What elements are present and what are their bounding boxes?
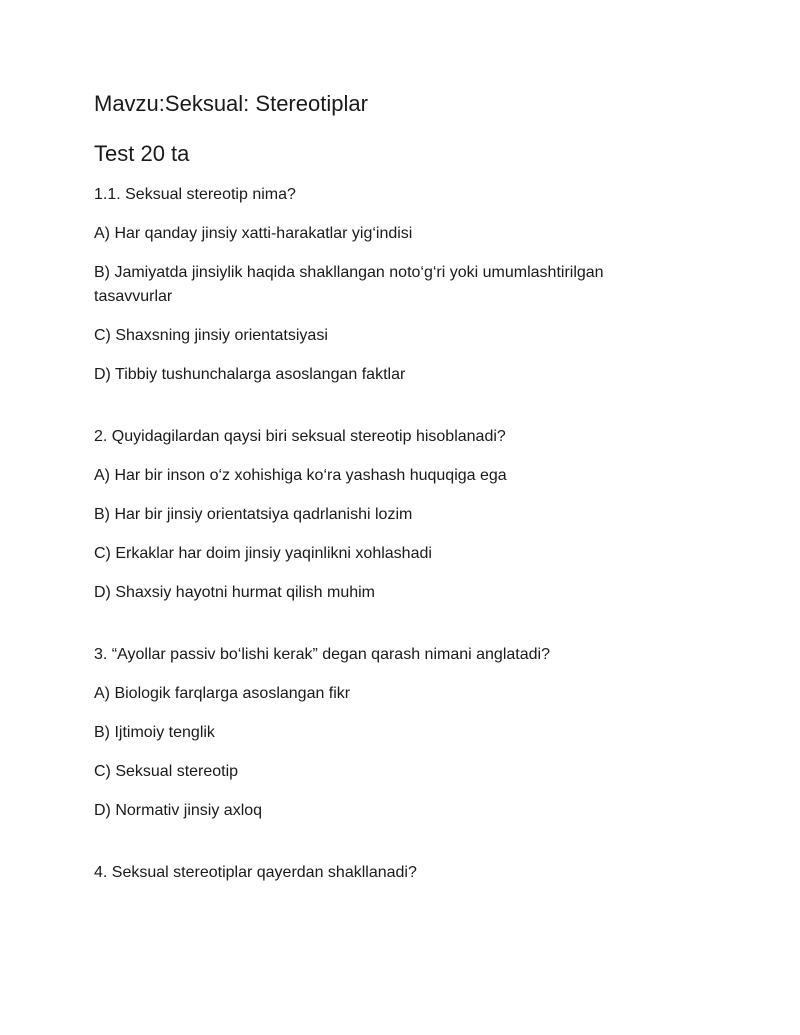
option-c: C) Shaxsning jinsiy orientatsiyasi <box>94 327 328 344</box>
question-2 <box>94 425 740 605</box>
question-3 <box>94 643 740 823</box>
option-c: C) Seksual stereotip <box>94 763 239 780</box>
question-1 <box>94 183 740 387</box>
option-b: B) Ijtimoiy tenglik <box>94 724 215 741</box>
option-d: D) Shaxsiy hayotni hurmat qilish muhim <box>94 584 375 601</box>
question-text: 1.1. Seksual stereotip nima? <box>94 186 296 203</box>
option-b: B) Jamiyatda jinsiylik haqida shakllangan noto‘g‘ri yoki umumlashtirilgan tasavvurlar <box>94 264 604 305</box>
option-a: A) Har qanday jinsiy xatti-harakatlar yig‘indisi <box>94 225 413 242</box>
question-text: 2. Quyidagilardan qaysi biri seksual stereotip hisoblanadi? <box>94 428 506 445</box>
document-title: Mavzu:Seksual: Stereotiplar <box>94 91 368 116</box>
option-d: D) Normativ jinsiy axloq <box>94 802 263 819</box>
question-text: 3. “Ayollar passiv bo‘lishi kerak” degan qarash nimani anglatadi? <box>94 646 550 663</box>
option-a: A) Har bir inson o‘z xohishiga ko‘ra yashash huquqiga ega <box>94 467 507 484</box>
option-c: C) Erkaklar har doim jinsiy yaqinlikni xohlashadi <box>94 545 432 562</box>
document-subtitle: Test 20 ta <box>94 141 190 166</box>
option-b: B) Har bir jinsiy orientatsiya qadrlanishi lozim <box>94 506 413 523</box>
question-text: 4. Seksual stereotiplar qayerdan shakllanadi? <box>94 864 417 881</box>
option-a: A) Biologik farqlarga asoslangan fikr <box>94 685 351 702</box>
question-4 <box>94 861 740 885</box>
option-d: D) Tibbiy tushunchalarga asoslangan faktlar <box>94 366 406 383</box>
